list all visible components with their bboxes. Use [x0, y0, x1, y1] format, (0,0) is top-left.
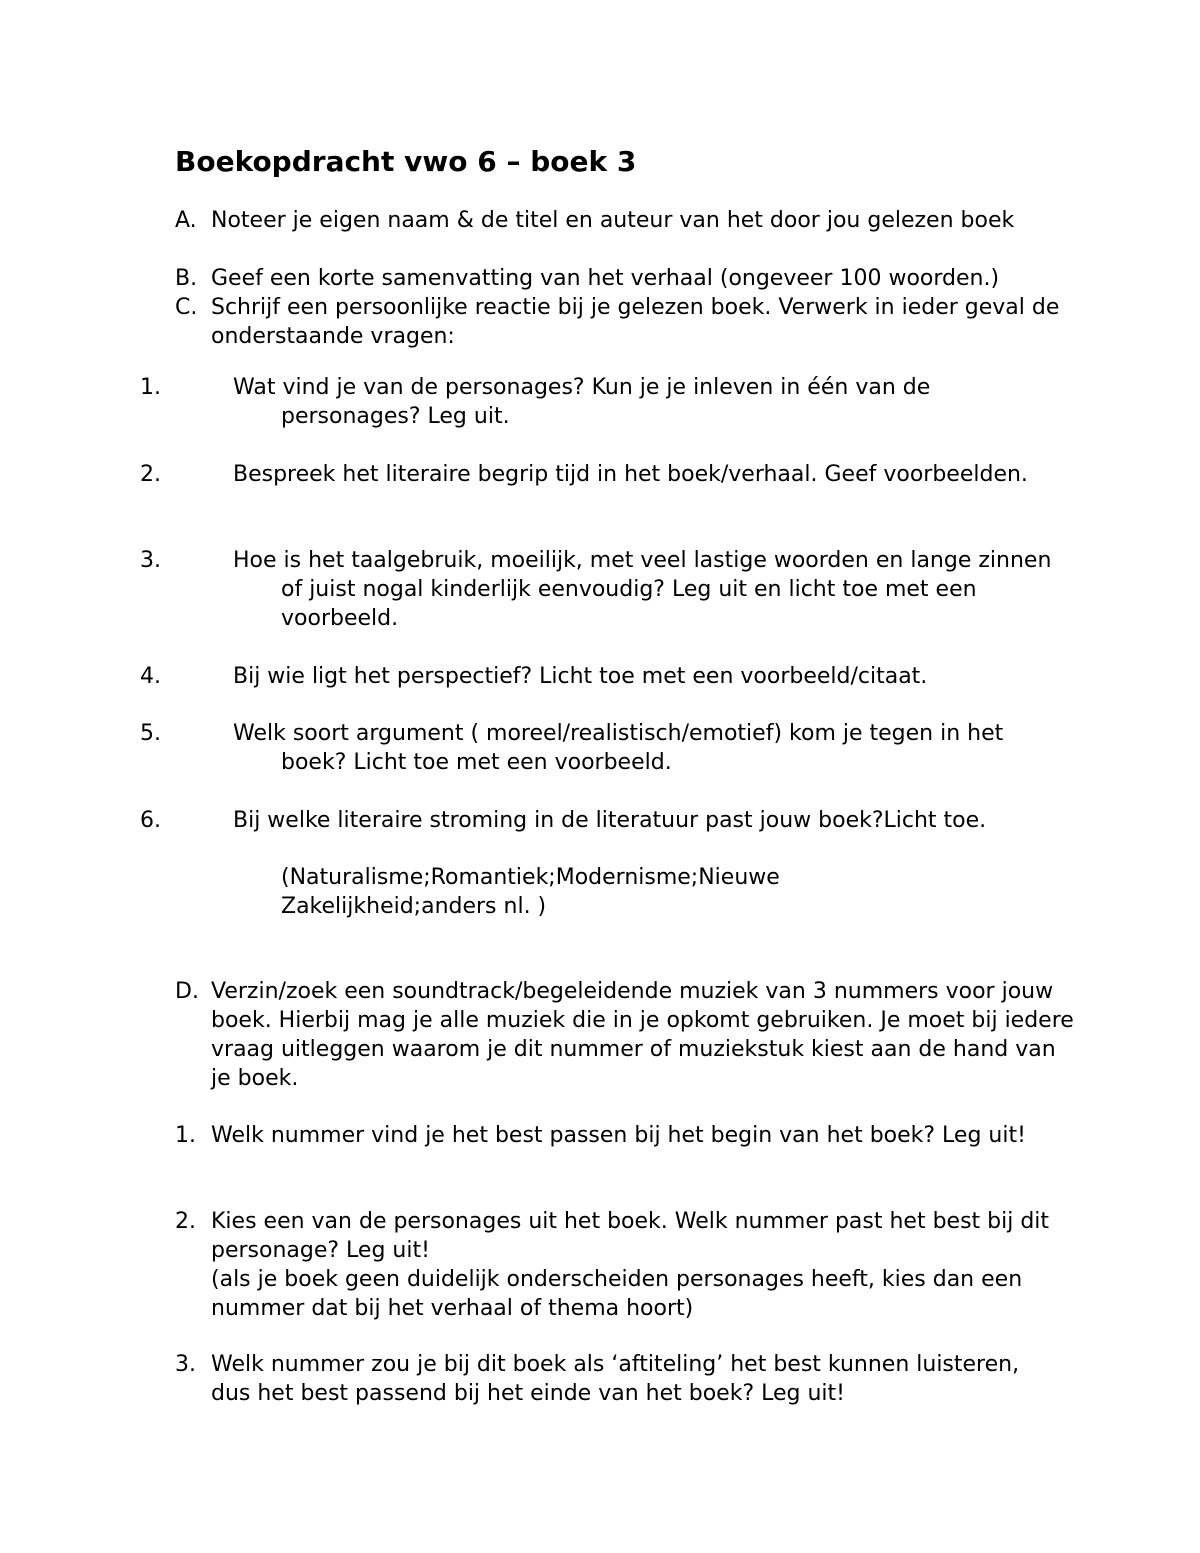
music-question-1 — [175, 1121, 1065, 1150]
question-text: Kies een van de personages uit het boek. Welk nummer past het best bij dit personage? Leg uit! — [211, 1209, 1050, 1263]
question-text: Welk soort argument ( moreel/realistisch/emotief) kom je tegen in het boek? Licht toe met een voorbeeld. — [233, 721, 1004, 775]
list-item-a — [175, 206, 1075, 235]
question-number: 1. — [175, 1123, 196, 1148]
list-item-text: Noteer je eigen naam & de titel en auteur van het door jou gelezen boek — [211, 208, 1015, 233]
question-text: Wat vind je van de personages? Kun je je inleven in één van de personages? Leg uit. — [233, 375, 931, 429]
question-text: Welk nummer zou je bij dit boek als ‘aftiteling’ het best kunnen luisteren, dus het best passend bij het einde van het boek? Leg uit! — [211, 1352, 1020, 1406]
question-5 — [140, 719, 1060, 777]
list-marker: B. — [175, 266, 198, 291]
question-3 — [140, 546, 1060, 633]
question-number: 4. — [140, 664, 161, 689]
list-marker: A. — [175, 208, 197, 233]
list-item-b — [175, 264, 1075, 293]
question-number: 1. — [140, 375, 161, 400]
music-question-3 — [175, 1350, 1065, 1408]
question-text: Hoe is het taalgebruik, moeilijk, met veel lastige woorden en lange zinnen of juist nogal kinderlijk eenvoudig? Leg uit en licht toe met een voorbeeld. — [233, 548, 1052, 631]
list-item-c — [175, 293, 1075, 351]
question-number: 3. — [175, 1352, 196, 1377]
question-4 — [140, 662, 1060, 691]
question-number: 2. — [140, 462, 161, 487]
list-marker: C. — [175, 295, 198, 320]
list-item-text: Schrijf een persoonlijke reactie bij je gelezen boek. Verwerk in ieder geval de onderstaande vragen: — [211, 295, 1060, 349]
question-number: 3. — [140, 548, 161, 573]
question-text: Bij wie ligt het perspectief? Licht toe met een voorbeeld/citaat. — [233, 664, 928, 689]
question-text: Welk nummer vind je het best passen bij het begin van het boek? Leg uit! — [211, 1123, 1026, 1148]
question-1 — [140, 373, 1060, 431]
stroming-note: (Naturalisme;Romantiek;Modernisme;Nieuwe Zakelijkheid;anders nl. ) — [281, 865, 780, 919]
question-number: 6. — [140, 808, 161, 833]
question-text: Bij welke literaire stroming in de literatuur past jouw boek?Licht toe. — [233, 808, 987, 833]
list-marker: D. — [175, 979, 199, 1004]
question-2 — [140, 460, 1060, 489]
question-number: 2. — [175, 1209, 196, 1234]
document-title: Boekopdracht vwo 6 – boek 3 — [175, 145, 637, 178]
question-number: 5. — [140, 721, 161, 746]
music-question-2 — [175, 1207, 1065, 1323]
question-6 — [140, 806, 1060, 835]
list-item-text: Verzin/zoek een soundtrack/begeleidende muziek van 3 nummers voor jouw boek. Hierbij mag je alle muziek die in je opkomt gebruiken. Je moet bij iedere vraag uitleggen waarom je dit nummer of muziekstuk kiest aan de hand van je boek. — [211, 979, 1074, 1091]
question-text: Bespreek het literaire begrip tijd in het boek/verhaal. Geef voorbeelden. — [233, 462, 1028, 487]
question-extra: (als je boek geen duidelijk onderscheiden personages heeft, kies dan een nummer dat bij het verhaal of thema hoort) — [211, 1267, 1023, 1321]
question-body — [211, 1207, 1065, 1323]
list-item-d — [175, 977, 1075, 1093]
list-item-text: Geef een korte samenvatting van het verhaal (ongeveer 100 woorden.) — [211, 266, 1000, 291]
